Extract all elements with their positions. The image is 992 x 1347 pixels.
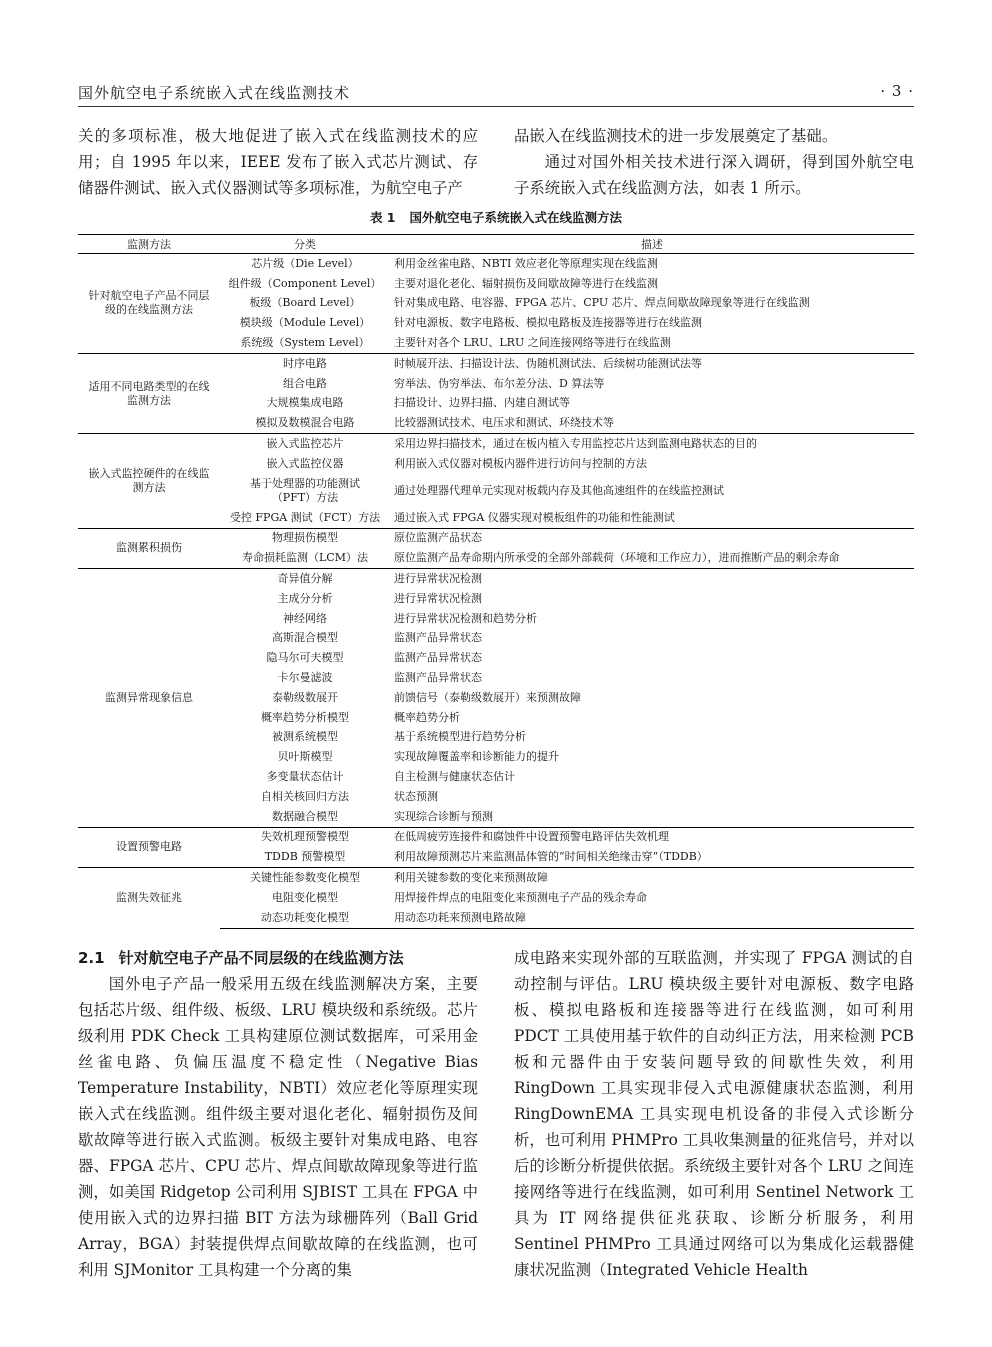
description-cell: 原位监测产品状态: [390, 528, 914, 548]
paragraph: 品嵌入在线监测技术的进一步发展奠定了基础。: [514, 127, 838, 145]
category-cell: 芯片级（Die Level）: [251, 256, 359, 270]
category-cell: 被测系统模型: [272, 730, 338, 744]
description-cell: 进行异常状况检测: [394, 591, 482, 605]
table-row: [78, 868, 914, 888]
category-cell: 基于处理器的功能测试（PFT）方法: [250, 476, 360, 504]
category-cell: 模拟及数模混合电路: [255, 416, 355, 430]
table-row: [78, 569, 914, 589]
table-label: 表 1: [369, 210, 396, 225]
category-cell: 神经网络: [283, 611, 327, 625]
section-title: 针对航空电子产品不同层级的在线监测方法: [118, 949, 404, 967]
category-cell: 板级（Board Level）: [249, 296, 361, 310]
category-cell: 物理损伤模型: [220, 528, 390, 548]
category-cell: 主成分分析: [277, 591, 333, 605]
methods-table: [78, 234, 914, 929]
category-cell: 寿命损耗监测（LCM）法: [242, 551, 368, 565]
method-cell: 针对航空电子产品不同层级的在线监测方法: [88, 289, 210, 317]
category-cell: 动态功耗变化模型: [220, 908, 390, 928]
description-cell: 扫描设计、边界扫描、内建自测试等: [394, 396, 570, 410]
description-cell: 实现综合诊断与预测: [394, 809, 493, 823]
journal-article-title: 国外航空电子系统嵌入式在线监测技术: [78, 84, 351, 102]
bottom-left-column: [78, 945, 478, 1283]
description-cell: 利用关键参数的变化来预测故障: [390, 868, 914, 888]
category-cell: 失效机理预警模型: [220, 827, 390, 847]
method-cell: 监测失效征兆: [78, 868, 220, 928]
description-cell: 自主检测与健康状态估计: [394, 770, 515, 784]
bottom-right-column: [514, 945, 914, 1283]
description-cell: 采用边界扫描技术，通过在板内植入专用监控芯片达到监测电路状态的目的: [390, 434, 914, 454]
header-description: 描述: [390, 235, 914, 254]
top-left-column: [78, 123, 478, 201]
category-cell: 卡尔曼滤波: [277, 671, 333, 685]
table-row: [78, 254, 914, 274]
description-cell: 用焊接件焊点的电阻变化来预测电子产品的残余寿命: [394, 890, 647, 904]
category-cell: 概率趋势分析模型: [261, 710, 349, 724]
method-cell: 监测累积损伤: [78, 528, 220, 569]
category-cell: 大规模集成电路: [266, 396, 344, 410]
category-cell: 模块级（Module Level）: [239, 316, 371, 330]
table-caption: [78, 208, 914, 226]
description-cell: 进行异常状况检测和趋势分析: [394, 611, 537, 625]
description-cell: 主要针对各个 LRU、LRU 之间连接网络等进行在线监测: [394, 336, 671, 350]
category-cell: 嵌入式监控芯片: [220, 434, 390, 454]
category-cell: 泰勒级数展开: [272, 690, 338, 704]
description-cell: 主要对退化老化、辐射损伤及间歇故障等进行在线监测: [394, 276, 658, 290]
description-cell: 监测产品异常状态: [394, 631, 482, 645]
category-cell: 系统级（System Level）: [240, 336, 370, 350]
top-right-column: [514, 123, 914, 201]
description-cell: 时帧展开法、扫描设计法、伪随机测试法、后续树功能测试法等: [390, 353, 914, 373]
category-cell: 贝叶斯模型: [277, 750, 333, 764]
table-row: [78, 827, 914, 847]
category-cell: 组合电路: [283, 376, 327, 390]
category-cell: 高斯混合模型: [272, 631, 338, 645]
table-row: [78, 353, 914, 373]
description-cell: 原位监测产品寿命期内所承受的全部外部载荷（环境和工作应力），进而推断产品的剩余寿命: [394, 551, 840, 565]
table-title: 国外航空电子系统嵌入式在线监测方法: [409, 210, 623, 225]
header-category: 分类: [220, 235, 390, 254]
method-cell: 设置预警电路: [78, 827, 220, 868]
category-cell: 受控 FPGA 测试（FCT）方法: [229, 510, 381, 524]
paragraph: 通过对国外相关技术进行深入调研，得到国外航空电子系统嵌入式在线监测方法，如表 1 所示。: [514, 153, 914, 197]
page-number: · 3 ·: [880, 82, 914, 100]
description-cell: 针对集成电路、电容器、FPGA 芯片、CPU 芯片、焊点间歇故障现象等进行在线监测: [394, 296, 810, 310]
description-cell: 进行异常状况检测: [390, 569, 914, 589]
description-cell: 利用嵌入式仪器对模板内器件进行访问与控制的方法: [394, 456, 647, 470]
description-cell: 监测产品异常状态: [394, 671, 482, 685]
category-cell: 数据融合模型: [272, 809, 338, 823]
category-cell: TDDB 预警模型: [264, 850, 346, 864]
method-cell: 监测异常现象信息: [78, 569, 220, 827]
description-cell: 基于系统模型进行趋势分析: [394, 730, 526, 744]
method-cell: 适用不同电路类型的在线监测方法: [78, 353, 220, 433]
header-method: 监测方法: [78, 235, 220, 254]
description-cell: 在低周疲劳连接件和腐蚀件中设置预警电路评估失效机理: [390, 827, 914, 847]
description-cell: 前馈信号（泰勒级数展开）来预测故障: [394, 690, 581, 704]
table-body: [78, 254, 914, 929]
category-cell: 嵌入式监控仪器: [266, 456, 344, 470]
section-heading: [78, 945, 478, 971]
category-cell: 自相关核回归方法: [261, 789, 349, 803]
description-cell: 实现故障覆盖率和诊断能力的提升: [394, 750, 559, 764]
category-cell: 多变量状态估计: [266, 770, 344, 784]
category-cell: 隐马尔可夫模型: [266, 651, 344, 665]
running-header: [78, 80, 914, 107]
section-number: 2.1: [78, 949, 105, 967]
category-cell: 时序电路: [220, 353, 390, 373]
description-cell: 监测产品异常状态: [394, 651, 482, 665]
description-cell: 利用故障预测芯片来监测晶体管的“时间相关绝缘击穿”（TDDB）: [394, 850, 708, 864]
description-cell: 利用金丝雀电路、NBTI 效应老化等原理实现在线监测: [394, 256, 658, 270]
category-cell: 奇异值分解: [220, 569, 390, 589]
paragraph: 关的多项标准，极大地促进了嵌入式在线监测技术的应用；自 1995 年以来，IEEE 发布了嵌入式芯片测试、存储器件测试、嵌入式仪器测试等多项标准，为航空电子产: [78, 127, 478, 197]
method-cell: 嵌入式监控硬件的在线监测方法: [78, 434, 220, 528]
description-cell: 通过处理器代理单元实现对板载内存及其他高速组件的在线监控测试: [394, 483, 724, 497]
table-row: [78, 528, 914, 548]
table-row: [78, 434, 914, 454]
description-cell: 通过嵌入式 FPGA 仪器实现对模板组件的功能和性能测试: [394, 510, 675, 524]
paragraph: 国外电子产品一般采用五级在线监测解决方案，主要包括芯片级、组件级、板级、LRU 模块级和系统级。芯片级利用 PDK Check 工具构建原位测试数据库，可采用金丝雀电路、负偏压温度不稳定性（Negative Bias Temperature Instability，NBTI）效应老化等原理实现嵌入式在线监测。组件级主要对退化老化、辐射损伤及间歇故障等进行嵌入式监测。板级主要针对集成电路、电容器、FPGA 芯片、CPU 芯片、焊点间歇故障现象等进行监测，如美国 Ridgetop 公司利用 SJBIST 工具在 FPGA 中使用嵌入式的边界扫描 BIT 方法为球栅阵列（Ball Grid Array，BGA）封装提供焊点间歇故障的在线监测，也可利用 SJMonitor 工具构建一个分离的集: [78, 975, 478, 1279]
description-cell: 穷举法、伪穷举法、布尔差分法、D 算法等: [394, 376, 605, 390]
description-cell: 针对电源板、数字电路板、模拟电路板及连接器等进行在线监测: [394, 316, 702, 330]
category-cell: 组件级（Component Level）: [228, 276, 382, 290]
description-cell: 概率趋势分析: [394, 710, 460, 724]
table-header-row: [78, 235, 914, 254]
paragraph: 成电路来实现外部的互联监测，并实现了 FPGA 测试的自动控制与评估。LRU 模块级主要针对电源板、数字电路板、模拟电路板和连接器等进行在线监测，如可利用 PDCT 工具使用基于软件的自动纠正方法，用来检测 PCB 板和元器件由于安装问题导致的间歇性失效，利用 RingDown 工具实现非侵入式电源健康状态监测，利用 RingDownEMA 工具实现电机设备的非侵入式诊断分析，也可利用 PHMPro 工具收集测量的征兆信号，并对以后的诊断分析提供依据。系统级主要针对各个 LRU 之间连接网络等进行在线监测，如可利用 Sentinel Network 工具为 IT 网络提供征兆获取、诊断分析服务，利用 Sentinel PHMPro 工具通过网络可以为集成化运载器健康状况监测（Integrated Vehicle Health: [514, 949, 914, 1279]
description-cell: 比较器测试技术、电压求和测试、环绕技术等: [394, 416, 614, 430]
description-cell: 用动态功耗来预测电路故障: [390, 908, 914, 928]
category-cell: 电阻变化模型: [272, 890, 338, 904]
description-cell: 状态预测: [394, 789, 438, 803]
category-cell: 关键性能参数变化模型: [220, 868, 390, 888]
